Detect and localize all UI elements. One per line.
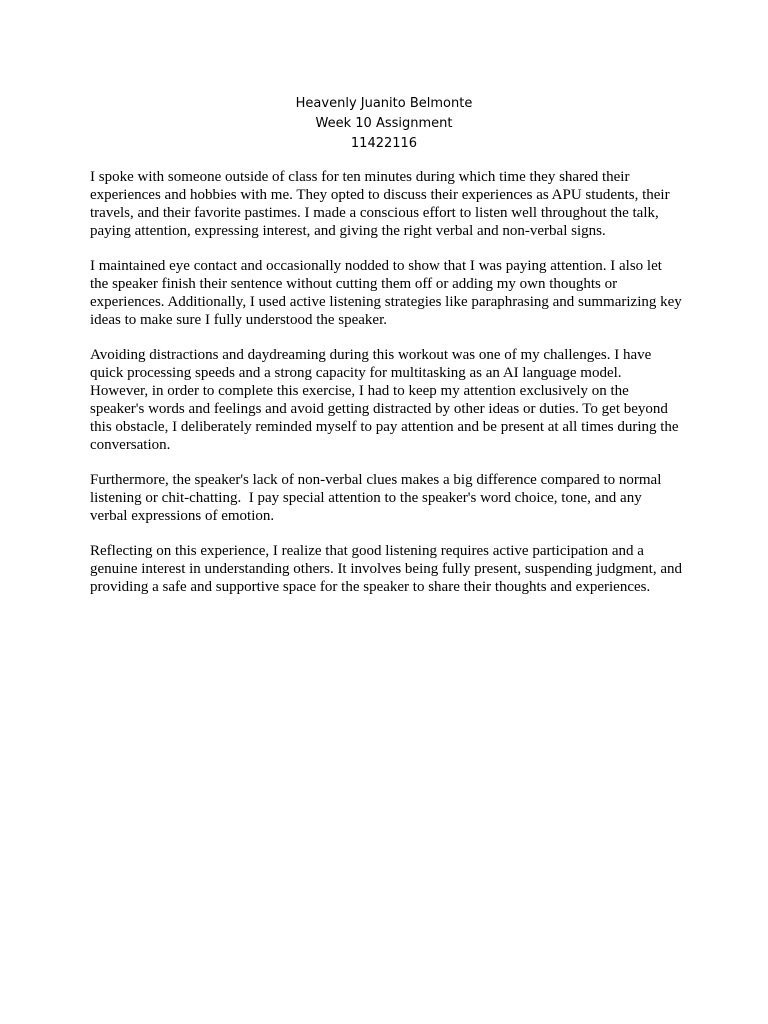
assignment-title: Week 10 Assignment [315, 116, 453, 131]
paragraph-1: I spoke with someone outside of class for ten minutes during which time they shared their experiences and hobbies with me. They opted to discuss their experiences as APU students, their travels, and their favorite pastimes. I made a conscious effort to listen well throughout the talk, paying attention, expressing interest, and giving the right verbal and non-verbal signs. [90, 169, 674, 239]
paragraph-2: I maintained eye contact and occasionally nodded to show that I was paying attention. I also let the speaker finish their sentence without cutting them off or adding my own thoughts or experiences. Additionally, I used active listening strategies like paraphrasing and summarizing key ideas to make sure I fully understood the speaker. [90, 258, 686, 328]
paragraph-5: Reflecting on this experience, I realize that good listening requires active participation and a genuine interest in understanding others. It involves being fully present, suspending judgment, and providing a safe and supportive space for the speaker to share their thoughts and experiences. [90, 543, 686, 595]
paragraph-3: Avoiding distractions and daydreaming during this workout was one of my challenges. I have quick processing speeds and a strong capacity for multitasking as an AI language model. However, in order to complete this exercise, I had to keep my attention exclusively on the speaker's words and feelings and avoid getting distracted by other ideas or duties. To get beyond this obstacle, I deliberately reminded myself to pay attention and be present at all times during the conversation. [90, 347, 683, 453]
document-header [0, 94, 768, 154]
student-id: 11422116 [350, 136, 418, 151]
document-body [90, 168, 686, 613]
author-name: Heavenly Juanito Belmonte [295, 96, 473, 111]
paragraph-4: Furthermore, the speaker's lack of non-verbal clues makes a big difference compared to normal listening or chit-chatting. I pay special attention to the speaker's word choice, tone, and any verbal expressions of emotion. [90, 472, 666, 524]
